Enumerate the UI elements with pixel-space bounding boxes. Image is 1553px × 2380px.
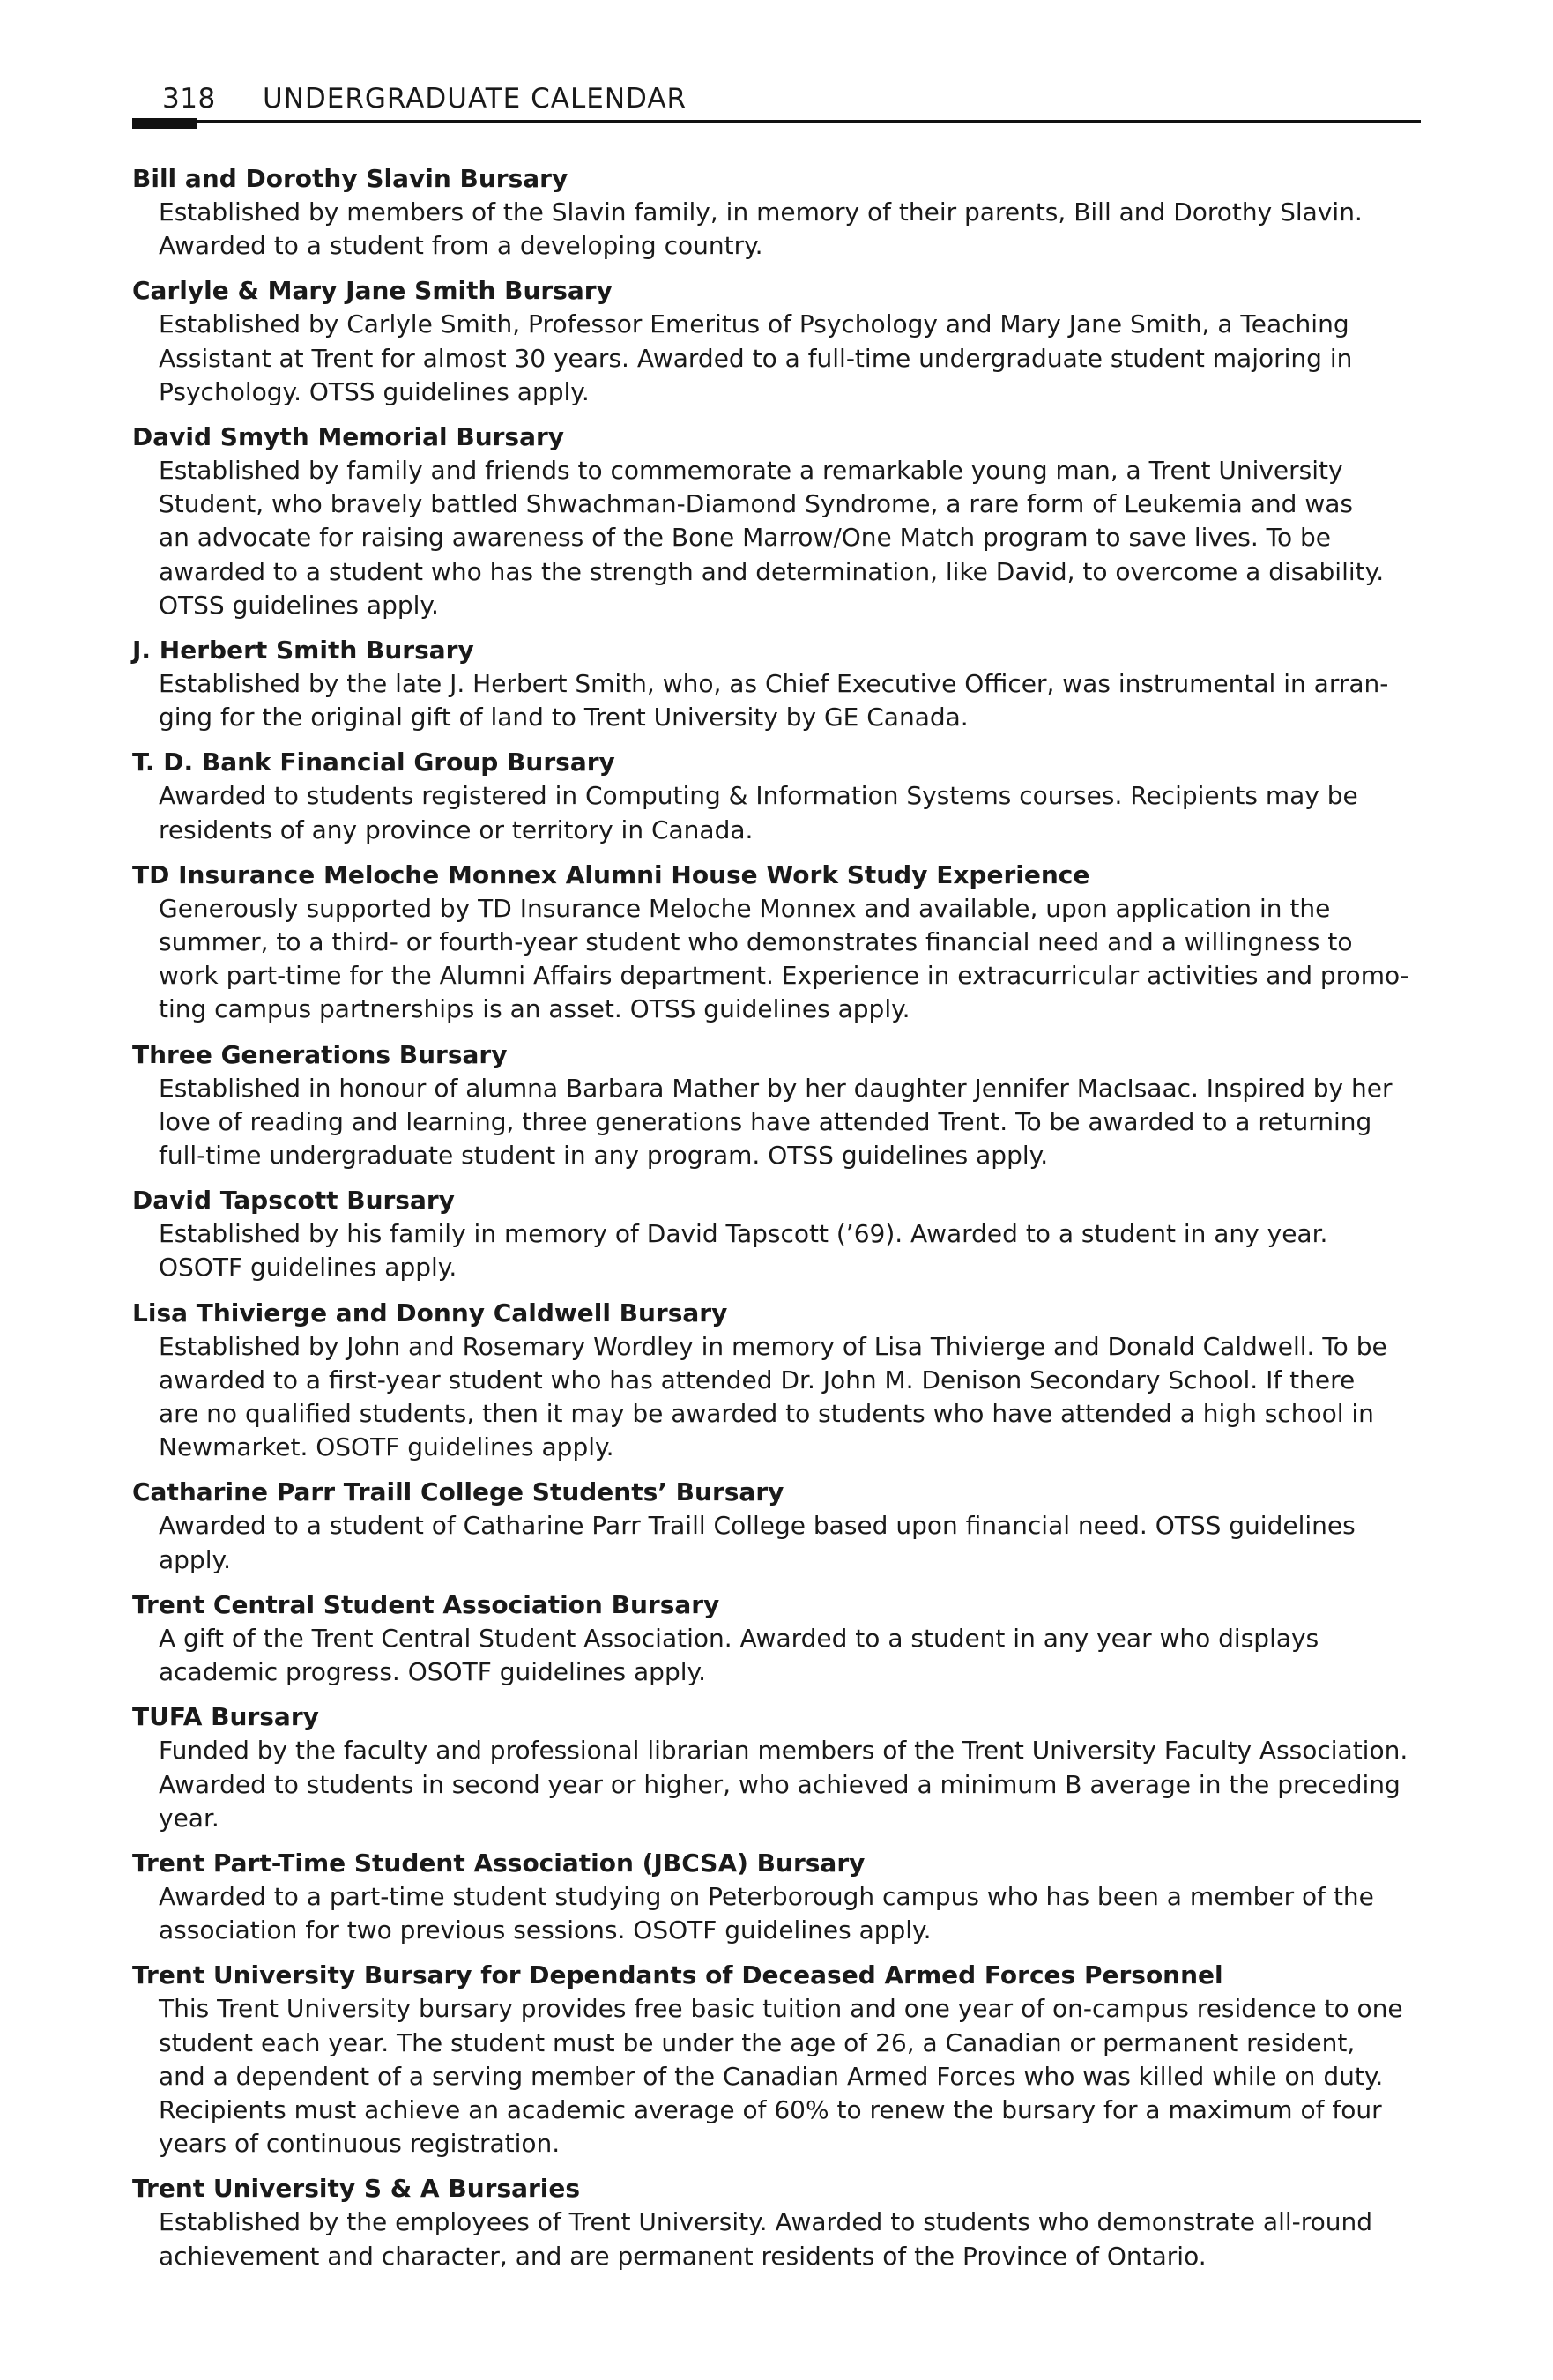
bursary-title: Trent University Bursary for Dependants of Deceased Armed Forces Personnel bbox=[132, 1960, 1223, 1990]
bursary-description bbox=[159, 1072, 1426, 1173]
description-line: Awarded to a student from a developing country. bbox=[159, 231, 763, 261]
bursary-title: Bill and Dorothy Slavin Bursary bbox=[132, 164, 568, 193]
bursary-entry bbox=[132, 633, 1428, 734]
bursary-entry bbox=[132, 1183, 1428, 1284]
description-line: Awarded to a student of Catharine Parr Traill College based upon financial need. OTSS guidelines bbox=[159, 1511, 1356, 1541]
description-line: academic progress. OSOTF guidelines apply. bbox=[159, 1657, 706, 1687]
bursary-entry bbox=[132, 273, 1428, 409]
bursary-description bbox=[159, 1330, 1426, 1465]
description-line: Newmarket. OSOTF guidelines apply. bbox=[159, 1432, 614, 1462]
description-line: OTSS guidelines apply. bbox=[159, 590, 439, 620]
bursary-entry bbox=[132, 1475, 1428, 1576]
page-number: 318 bbox=[162, 83, 216, 115]
bursary-title: Trent Central Student Association Bursary bbox=[132, 1589, 720, 1619]
bursary-list bbox=[132, 161, 1428, 2284]
bursary-title: Three Generations Bursary bbox=[132, 1039, 508, 1069]
bursary-title: TD Insurance Meloche Monnex Alumni House Work Study Experience bbox=[132, 859, 1090, 889]
description-line: A gift of the Trent Central Student Association. Awarded to a student in any year who displays bbox=[159, 1623, 1319, 1653]
description-line: love of reading and learning, three generations have attended Trent. To be awarded to a returning bbox=[159, 1106, 1372, 1136]
description-line: awarded to a student who has the strength and determination, like David, to overcome a disability. bbox=[159, 556, 1385, 586]
bursary-description bbox=[159, 892, 1426, 1027]
description-line: residents of any province or territory in Canada. bbox=[159, 814, 754, 844]
description-line: Assistant at Trent for almost 30 years. Awarded to a full-time undergraduate student majoring in bbox=[159, 343, 1353, 373]
description-line: ging for the original gift of land to Trent University by GE Canada. bbox=[159, 703, 969, 733]
bursary-description bbox=[159, 779, 1426, 846]
description-line: apply. bbox=[159, 1544, 231, 1574]
bursary-description bbox=[159, 196, 1426, 263]
description-line: Established by the late J. Herbert Smith, who, as Chief Executive Officer, was instrumental in arran- bbox=[159, 669, 1389, 699]
description-line: Awarded to students registered in Computing & Information Systems courses. Recipients may be bbox=[159, 781, 1358, 811]
bursary-description bbox=[159, 1217, 1426, 1284]
bursary-title: David Tapscott Bursary bbox=[132, 1186, 455, 1216]
bursary-title: Lisa Thivierge and Donny Caldwell Bursary bbox=[132, 1298, 728, 1328]
bursary-entry bbox=[132, 1038, 1428, 1173]
description-line: This Trent University bursary provides free basic tuition and one year of on-campus residence to one bbox=[159, 1994, 1403, 2024]
bursary-title: Trent Part-Time Student Association (JBCSA) Bursary bbox=[132, 1848, 866, 1878]
bursary-title: Carlyle & Mary Jane Smith Bursary bbox=[132, 276, 613, 306]
description-line: Established by his family in memory of David Tapscott (’69). Awarded to a student in any year. bbox=[159, 1219, 1328, 1249]
bursary-title: Catharine Parr Traill College Students’ Bursary bbox=[132, 1477, 784, 1507]
description-line: Awarded to a part-time student studying on Peterborough campus who has been a member of the bbox=[159, 1881, 1374, 1911]
description-line: OSOTF guidelines apply. bbox=[159, 1253, 457, 1283]
description-line: Generously supported by TD Insurance Meloche Monnex and available, upon application in the bbox=[159, 893, 1331, 923]
description-line: Established by Carlyle Smith, Professor Emeritus of Psychology and Mary Jane Smith, a Teaching bbox=[159, 309, 1349, 339]
description-line: summer, to a third- or fourth-year student who demonstrates financial need and a willingness to bbox=[159, 927, 1353, 957]
description-line: association for two previous sessions. OSOTF guidelines apply. bbox=[159, 1915, 932, 1945]
description-line: ting campus partnerships is an asset. OTSS guidelines apply. bbox=[159, 994, 910, 1024]
description-line: Awarded to students in second year or higher, who achieved a minimum B average in the preceding bbox=[159, 1769, 1401, 1799]
description-line: Established by members of the Slavin family, in memory of their parents, Bill and Dorothy Slavin. bbox=[159, 197, 1363, 227]
running-title: UNDERGRADUATE CALENDAR bbox=[263, 83, 687, 115]
bursary-description bbox=[159, 1734, 1426, 1835]
description-line: Established by John and Rosemary Wordley in memory of Lisa Thivierge and Donald Caldwell. To be bbox=[159, 1331, 1387, 1361]
bursary-description bbox=[159, 1509, 1426, 1576]
description-line: year. bbox=[159, 1803, 219, 1833]
bursary-description bbox=[159, 1622, 1426, 1689]
description-line: Established in honour of alumna Barbara Mather by her daughter Jennifer MacIsaac. Inspired by her bbox=[159, 1073, 1393, 1103]
bursary-title: Trent University S & A Bursaries bbox=[132, 2174, 581, 2204]
bursary-entry bbox=[132, 1846, 1428, 1947]
description-line: work part-time for the Alumni Affairs department. Experience in extracurricular activities and promo- bbox=[159, 961, 1409, 991]
description-line: achievement and character, and are permanent residents of the Province of Ontario. bbox=[159, 2241, 1207, 2271]
description-line: Established by the employees of Trent University. Awarded to students who demonstrate all-round bbox=[159, 2207, 1373, 2237]
bursary-description bbox=[159, 1880, 1426, 1947]
page-header bbox=[132, 81, 1421, 122]
bursary-entry bbox=[132, 1699, 1428, 1835]
bursary-entry bbox=[132, 858, 1428, 1027]
bursary-title: TUFA Bursary bbox=[132, 1702, 319, 1732]
description-line: Recipients must achieve an academic average of 60% to renew the bursary for a maximum of four bbox=[159, 2094, 1382, 2124]
header-rule bbox=[132, 120, 1421, 123]
bursary-title: David Smyth Memorial Bursary bbox=[132, 422, 565, 452]
bursary-title: T. D. Bank Financial Group Bursary bbox=[132, 747, 615, 777]
description-line: an advocate for raising awareness of the Bone Marrow/One Match program to save lives. To be bbox=[159, 523, 1332, 553]
bursary-entry bbox=[132, 1296, 1428, 1465]
description-line: student each year. The student must be under the age of 26, a Canadian or permanent resident, bbox=[159, 2027, 1356, 2057]
description-line: Student, who bravely battled Shwachman-Diamond Syndrome, a rare form of Leukemia and was bbox=[159, 489, 1353, 519]
description-line: years of continuous registration. bbox=[159, 2129, 561, 2159]
description-line: are no qualified students, then it may be awarded to students who have attended a high school in bbox=[159, 1399, 1374, 1429]
bursary-entry bbox=[132, 2171, 1428, 2272]
description-line: Established by family and friends to commemorate a remarkable young man, a Trent University bbox=[159, 456, 1343, 486]
bursary-description bbox=[159, 1992, 1426, 2161]
bursary-description bbox=[159, 2205, 1426, 2272]
bursary-entry bbox=[132, 420, 1428, 622]
bursary-entry bbox=[132, 1958, 1428, 2161]
bursary-entry bbox=[132, 161, 1428, 263]
description-line: and a dependent of a serving member of the Canadian Armed Forces who was killed while on duty. bbox=[159, 2061, 1384, 2091]
bursary-entry bbox=[132, 745, 1428, 846]
bursary-description bbox=[159, 667, 1426, 734]
description-line: awarded to a first-year student who has attended Dr. John M. Denison Secondary School. If there bbox=[159, 1365, 1356, 1395]
bursary-title: J. Herbert Smith Bursary bbox=[132, 636, 474, 666]
bursary-description bbox=[159, 308, 1426, 409]
bursary-entry bbox=[132, 1588, 1428, 1689]
description-line: Psychology. OTSS guidelines apply. bbox=[159, 376, 590, 406]
description-line: Funded by the faculty and professional librarian members of the Trent University Faculty Association. bbox=[159, 1736, 1408, 1766]
bursary-description bbox=[159, 454, 1426, 622]
description-line: full-time undergraduate student in any program. OTSS guidelines apply. bbox=[159, 1141, 1049, 1171]
